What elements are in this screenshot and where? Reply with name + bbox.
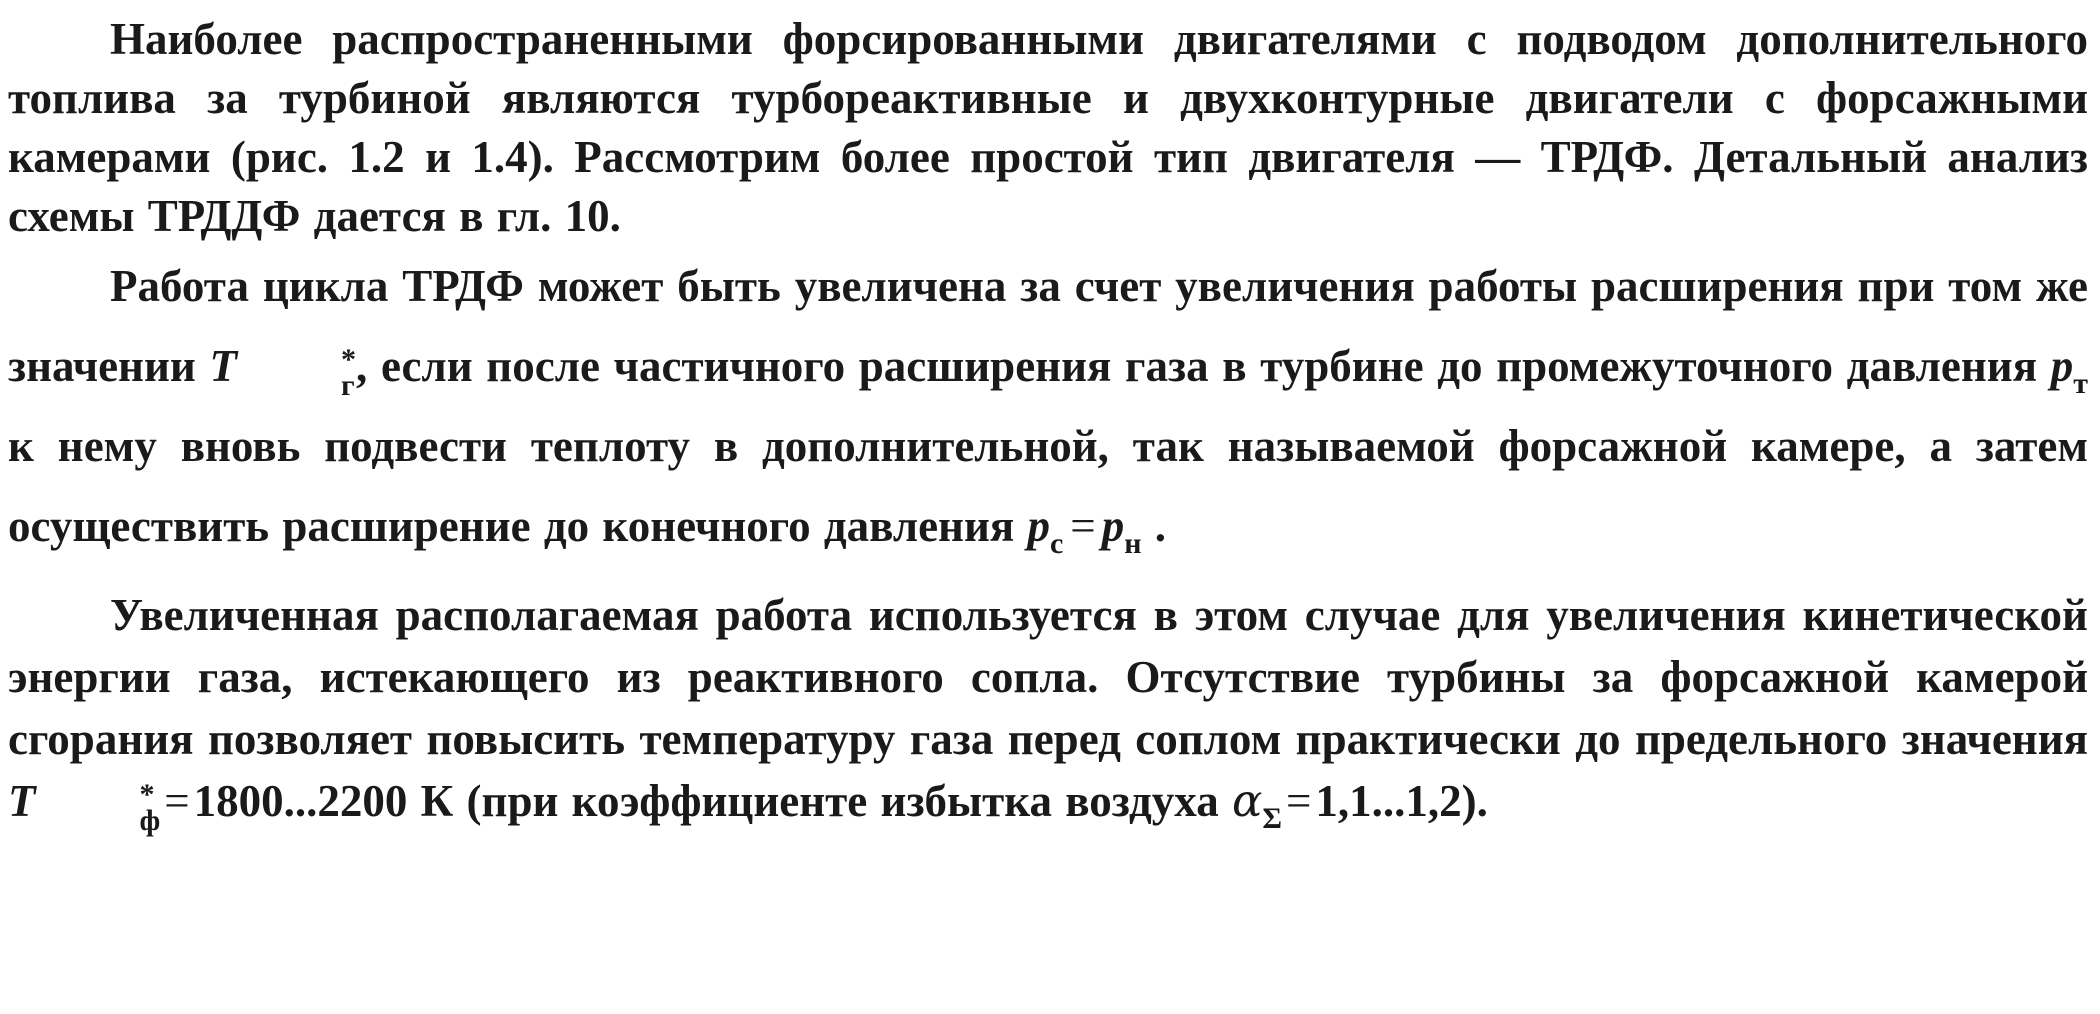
superscript-star: * (341, 343, 357, 376)
paragraph-3-text-start: Увеличенная располагаемая работа используется в этом случае для увеличения кинетической энергии газа, истекающего из реактивного сопла. Отсутствие турбины за форсажной камерой сгорания позволяет повысить температуру газа перед соплом практически до предельного значения (8, 590, 2088, 764)
subscript-h: н (1124, 527, 1142, 560)
formula-p-t (2050, 341, 2088, 400)
superscript-star-f: * (139, 778, 155, 811)
subscript-f: ф (139, 804, 161, 837)
equals-sign: = (1067, 501, 1098, 551)
paragraph-1-text: Наиболее распространенными форсированными двигателями с подводом дополнительного топлива за турбиной являются турбореактивные и двухконтурные двигатели с форсажными камерами (рис. 1.2 и 1.4). Рассмотрим более простой тип двигателя — ТРДФ. Детальный анализ схемы ТРДДФ дается в гл. 10. (8, 14, 2088, 241)
symbol-p-h: p (1101, 501, 1125, 551)
paragraph-3 (8, 584, 2088, 837)
temperature-range: 1800...2200 К (193, 776, 454, 826)
symbol-p-c: p (1027, 501, 1050, 551)
formula-T-afterburner (8, 776, 161, 837)
paragraph-3-text-mid: (при коэффициенте избытка воздуха (453, 776, 1232, 826)
symbol-p: p (2050, 341, 2074, 391)
symbol-T-f: T (8, 776, 36, 826)
subscript-sigma: Σ (1262, 802, 1282, 835)
sup-sub-stack (239, 343, 357, 402)
paragraph-3-text-end: ). (1461, 776, 1488, 826)
subscript-g: г (341, 369, 355, 402)
sup-sub-stack-f (38, 778, 161, 837)
equals-sign-alpha: = (1285, 776, 1312, 826)
document-page (8, 0, 2088, 1014)
paragraph-1 (8, 0, 2088, 246)
formula-T-turbine (209, 341, 357, 402)
subscript-t: т (2073, 367, 2088, 400)
subscript-c: с (1050, 527, 1064, 560)
paragraph-2 (8, 246, 2088, 566)
paragraph-2-text-start: Работа цикла ТРДФ может быть увеличена за счет увеличения работы расширения при том же значении (8, 261, 2088, 391)
formula-pc-equals-ph (1027, 501, 1142, 560)
paragraph-2-text-end: . (1141, 501, 1166, 551)
paragraph-2-text-mid2: к нему вновь подвести теплоту в дополнительной, так называемой форсажной камере, а затем осуществить расширение до конечного давления (8, 421, 2088, 551)
equals-sign-T: = (164, 776, 190, 826)
symbol-alpha: α (1231, 774, 1263, 827)
alpha-range: 1,1...1,2 (1315, 776, 1462, 826)
symbol-T: T (209, 341, 238, 391)
paragraph-2-text-mid: , если после частичного расширения газа в турбине до промежуточного давления (356, 341, 2051, 391)
